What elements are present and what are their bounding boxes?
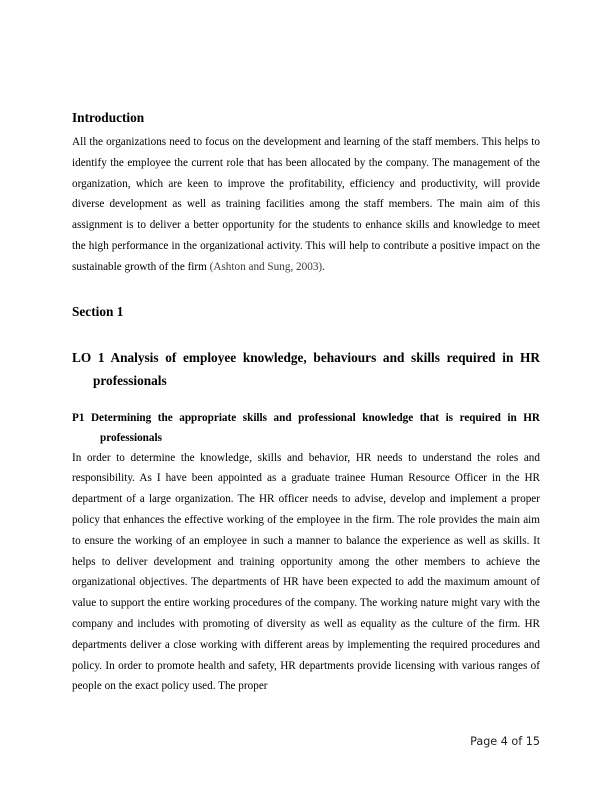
introduction-heading: Introduction [72, 110, 145, 125]
p1-heading: P1 Determining the appropriate skills and professional knowledge that is required in HR professionals [72, 411, 540, 444]
introduction-citation-end: . [322, 260, 325, 273]
p1-paragraph: In order to determine the knowledge, skills and behavior, HR needs to understand the roles and responsibility. As I have been appointed as a graduate trainee Human Resource Officer in the HR department of a large organization. The HR officer needs to advise, develop and implement a proper policy that enhances the effective working of the employee in the firm. The role provides the main aim to ensure the working of an employee in such a manner to balance the experience as well as skills. It helps to deliver development and training opportunity among the other members to achieve the organizational objectives. The departments of HR have been expected to add the maximum amount of value to support the entire working procedures of the company. The working nature might vary with the company and includes with promoting of diversity as well as equality as the culture of the firm. HR departments deliver a close working with different areas by implementing the required procedures and policy. In order to promote health and safety, HR departments provide licensing with various ranges of people on the exact policy used. The proper [72, 451, 540, 693]
section-heading: Section 1 [72, 303, 124, 319]
introduction-body-text: All the organizations need to focus on the development and learning of the staff members. This helps to identify the employee the current role that has been allocated by the company. The management of the organization, which are keen to improve the profitability, efficiency and productivity, will provide diverse development as well as training facilities among the staff members. The main aim of this assignment is to deliver a better opportunity for the students to enhance skills and knowledge to meet the high performance in the organizational activity. This will help to contribute a positive impact on the sustainable growth of the firm [72, 136, 540, 273]
page-number: Page 4 of 15 [470, 735, 540, 748]
lo1-heading: LO 1 Analysis of employee knowledge, behaviours and skills required in HR professionals [72, 349, 540, 388]
introduction-paragraph [72, 132, 540, 278]
introduction-citation: (Ashton and Sung, 2003) [209, 260, 323, 273]
page-content [72, 108, 540, 697]
